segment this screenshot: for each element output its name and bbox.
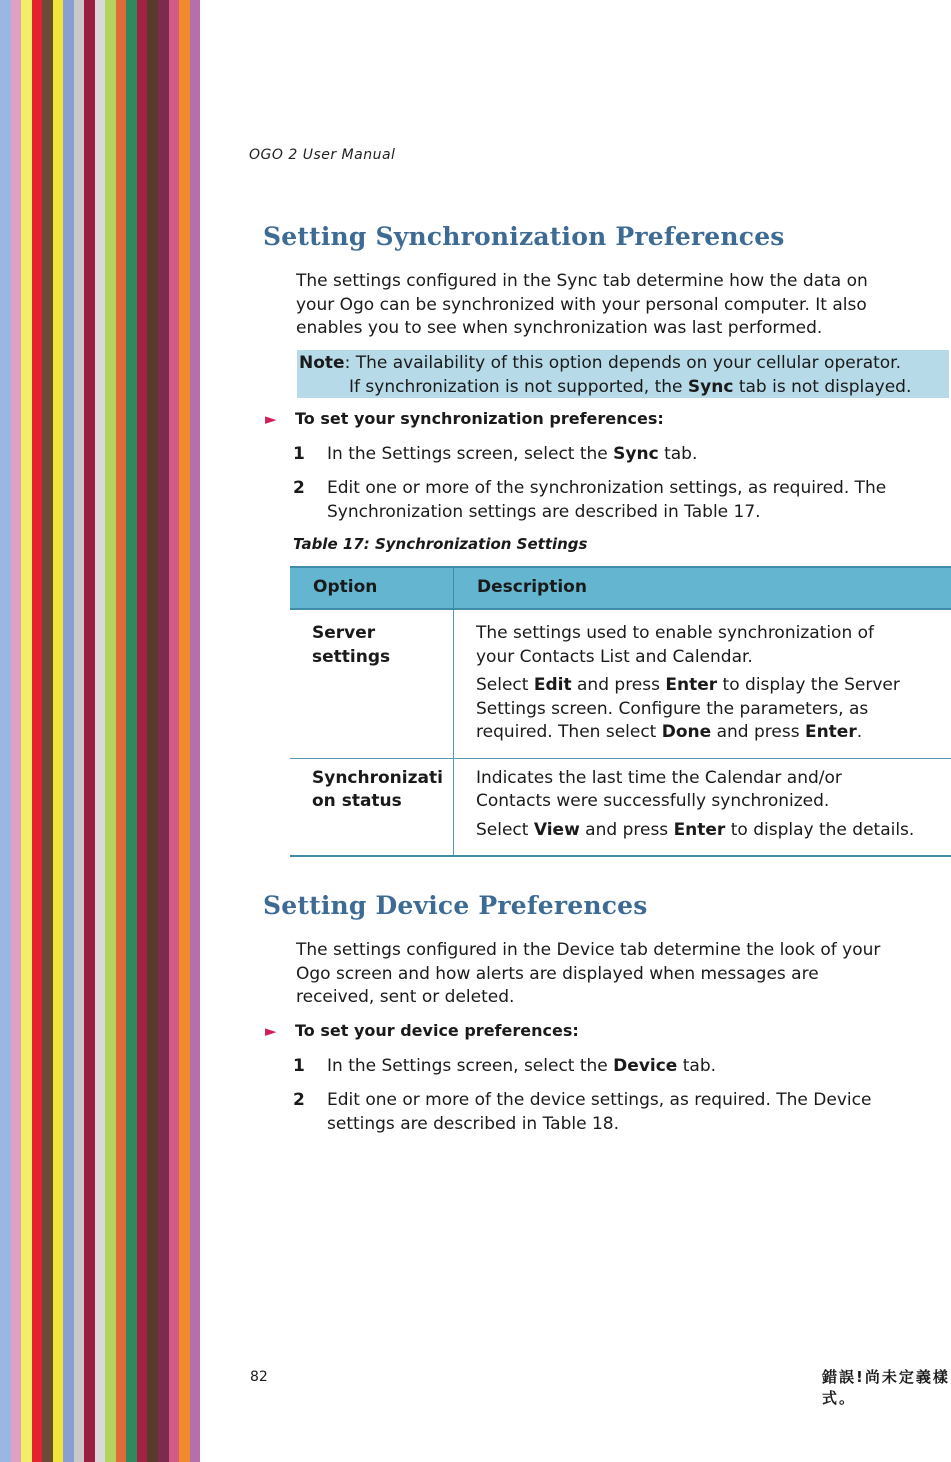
running-header: OGO 2 User Manual <box>249 147 396 163</box>
sync-section-heading: Setting Synchronization Preferences <box>263 222 785 251</box>
triangle-bullet-icon: ► <box>265 1022 277 1040</box>
color-stripe <box>0 0 11 1462</box>
color-stripe <box>116 0 127 1462</box>
device-intro-line: received, sent or deleted. <box>296 987 515 1007</box>
triangle-bullet-icon: ► <box>265 410 277 428</box>
color-stripe <box>53 0 64 1462</box>
color-stripe <box>158 0 169 1462</box>
color-stripe <box>42 0 53 1462</box>
device-intro-line: The settings configured in the Device tab determine the look of your <box>296 940 881 960</box>
note-line-1: Note: The availability of this option depends on your cellular operator. <box>299 353 902 373</box>
table-row <box>290 609 951 758</box>
color-stripe <box>11 0 22 1462</box>
color-stripe <box>169 0 180 1462</box>
sync-intro-line: your Ogo can be synchronized with your personal computer. It also <box>296 294 867 315</box>
color-stripe <box>190 0 201 1462</box>
note-line-2: If synchronization is not supported, the Sync tab is not displayed. <box>349 377 912 397</box>
footer-style-error-text: 錯誤!尚未定義樣式。 <box>822 1368 950 1407</box>
sync-intro-line: The settings configured in the Sync tab determine how the data on <box>296 271 868 291</box>
table-caption: Table 17: Synchronization Settings <box>293 535 588 553</box>
color-stripe <box>74 0 85 1462</box>
device-intro-paragraph <box>296 939 941 1010</box>
sync-intro-paragraph <box>296 270 941 341</box>
color-stripe <box>63 0 74 1462</box>
note-box <box>297 350 949 398</box>
color-stripe <box>21 0 32 1462</box>
sync-task-title: ► To set your synchronization preferences: <box>265 409 664 428</box>
device-section-heading: Setting Device Preferences <box>263 891 648 920</box>
note-label: Note <box>299 353 345 373</box>
option-cell: Synchronizati on status <box>290 758 454 856</box>
table-header-row <box>290 567 951 609</box>
description-cell: Indicates the last time the Calendar and/or Contacts were successfully synchronized. Select View and press Enter to display the details. <box>454 758 951 856</box>
description-cell: The settings used to enable synchronization of your Contacts List and Calendar. Select Edit and press Enter to display the Server Settings screen. Configure the parameters, as required. Then select Done and press Enter. <box>454 609 951 758</box>
device-intro-line: Ogo screen and how alerts are displayed when messages are <box>296 963 819 984</box>
color-stripe <box>32 0 43 1462</box>
color-stripe <box>105 0 116 1462</box>
table-row <box>290 758 951 856</box>
column-header-description: Description <box>454 567 951 609</box>
color-stripe <box>147 0 158 1462</box>
sync-settings-table <box>290 566 951 857</box>
color-stripe <box>179 0 190 1462</box>
color-stripe <box>95 0 106 1462</box>
color-stripe <box>137 0 148 1462</box>
color-stripe <box>126 0 137 1462</box>
column-header-option: Option <box>290 567 454 609</box>
page-number: 82 <box>250 1369 268 1385</box>
sync-intro-line: enables you to see when synchronization was last performed. <box>296 318 823 338</box>
option-cell: Server settings <box>290 609 454 758</box>
decorative-stripes <box>0 0 200 1462</box>
color-stripe <box>84 0 95 1462</box>
device-task-title: ► To set your device preferences: <box>265 1021 579 1040</box>
